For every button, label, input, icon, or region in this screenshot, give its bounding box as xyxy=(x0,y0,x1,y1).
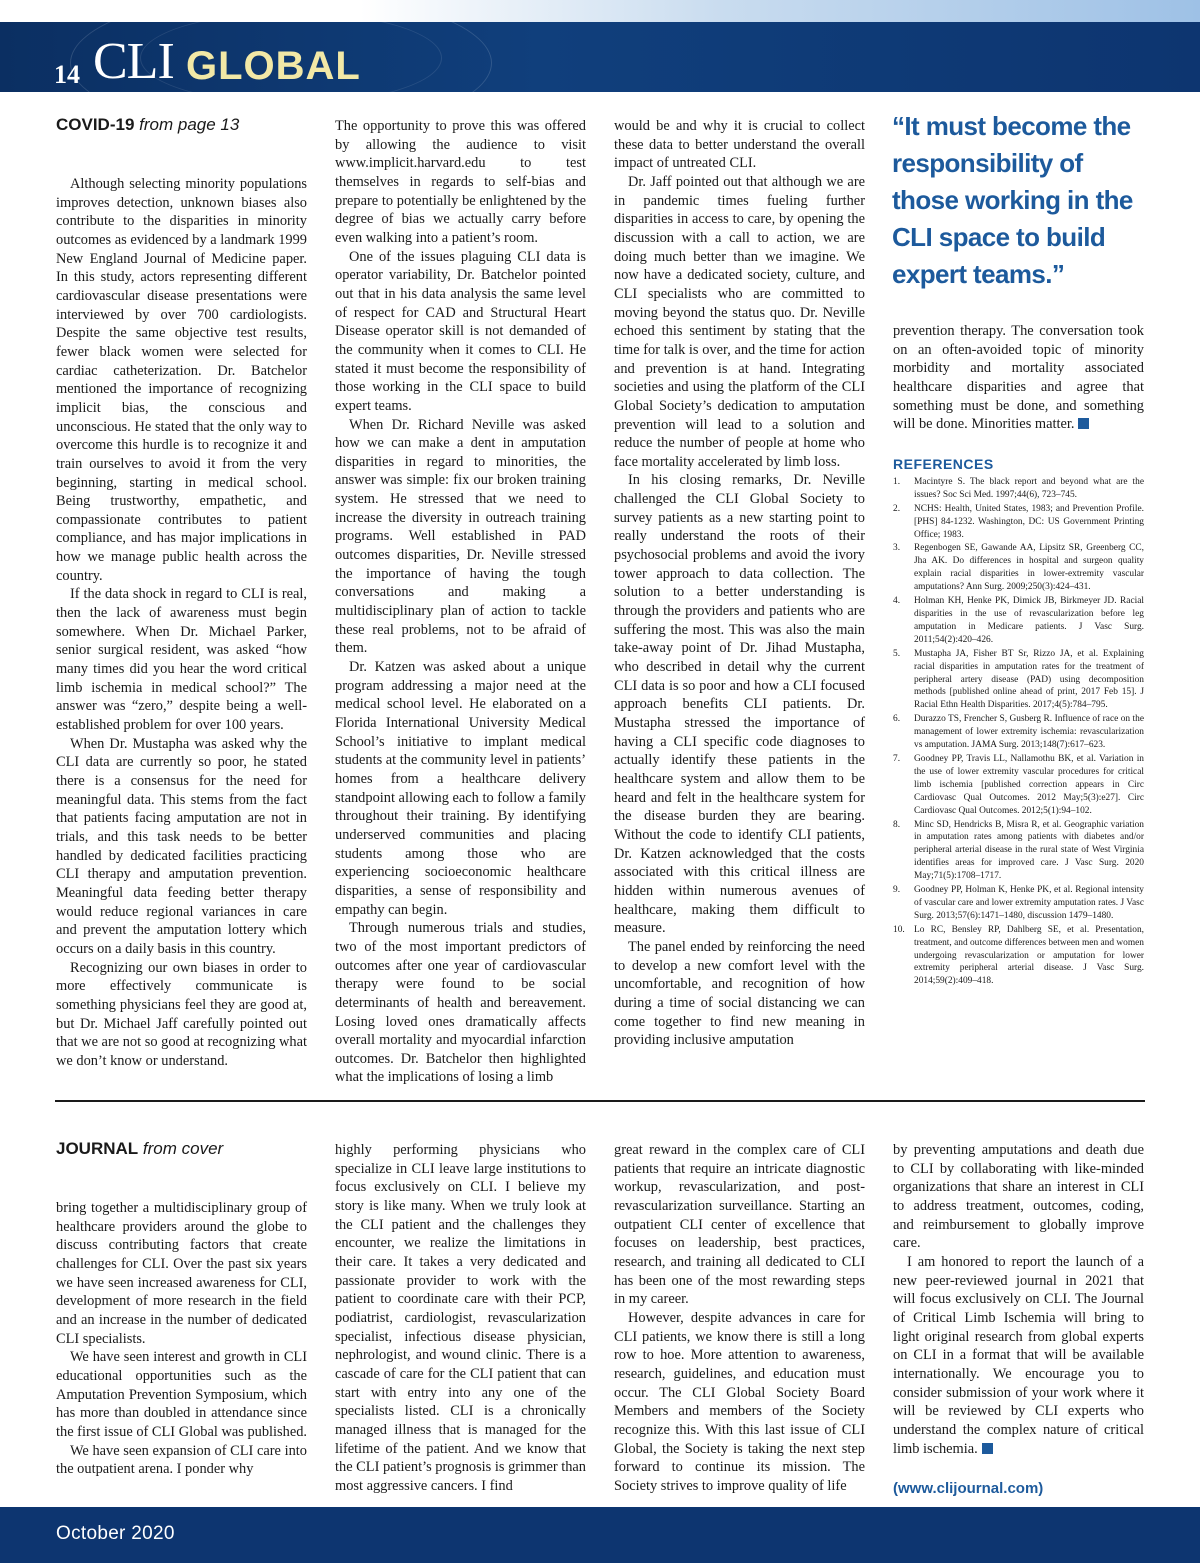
paragraph: Dr. Katzen was asked about a unique program addressing a major need at the medical school level. He elaborated on a Florida International University Medical School’s initiative to implant medical students at the community level in patients’ homes from a healthcare delivery standpoint allowing each to follow a family throughout their training. By identifying underserved communities and placing students among those who are experiencing socioeconomic healthcare disparities, a sense of responsibility and empathy can begin. xyxy=(335,659,586,918)
covid-column-2 xyxy=(335,117,586,1087)
jump-title: COVID-19 xyxy=(56,115,135,134)
paragraph: Dr. Jaff pointed out that although we are in pandemic times fueling further disparities in access to care, by opening the discussion with a call to action, we are doing much better than we imagine. We now have a dedicated society, culture, and CLI specialists who are committed to moving beyond the status quo. Dr. Neville echoed this sentiment by stating that the time for talk is over, and the time for action and prevention is at hand. Integrating societies and using the platform of the CLI Global Society’s dedication to amputation prevention will lead to a solution and reduce the number of people at home who face mortality accelerated by limb loss. xyxy=(614,173,865,470)
reference-number: 10. xyxy=(893,924,905,935)
brand-logo-cli: CLI xyxy=(93,33,174,90)
end-mark-icon xyxy=(1078,418,1089,429)
paragraph: Recognizing our own biases in order to more effectively communicate is something physicians feel they are good at, but Dr. Michael Jaff carefully pointed out that we are not so good at recognizing what we don’t know or understand. xyxy=(56,959,307,1069)
journal-column-3 xyxy=(614,1141,865,1495)
paragraph: We have seen interest and growth in CLI educational opportunities such as the Amputation Prevention Symposium, which has more than doubled in attendance since the first issue of CLI Global was published. xyxy=(56,1349,307,1440)
reference-item xyxy=(893,713,1144,752)
reference-item xyxy=(893,924,1144,989)
reference-text: Mustapha JA, Fisher BT Sr, Rizzo JA, et al. Explaining racial disparities in amputation rates for the treatment of peripheral artery disease (PAD) using decomposition methods [published online ahead of print, 2017 Feb 15]. J Racial Ethn Health Disparities. 2017;4(5):784–795. xyxy=(914,648,1144,711)
reference-item xyxy=(893,884,1144,923)
journal-jump-heading xyxy=(56,1139,307,1159)
covid-column-1 xyxy=(56,115,307,1071)
journal-column-1 xyxy=(56,1139,307,1479)
journal-column-2 xyxy=(335,1141,586,1495)
paragraph: If the data shock in regard to CLI is real, then the lack of awareness must begin somewhere. When Dr. Michael Parker, senior surgical resident, was asked “how many times did you hear the word critical limb ischemia in medical school?” The answer was “zero,” despite being a well-established problem for over 100 years. xyxy=(56,586,307,734)
reference-number: 5. xyxy=(893,648,901,659)
paragraph: When Dr. Richard Neville was asked how we can make a dent in amputation disparities in regard to minorities, the answer was simple: fix our broken training system. He stressed that we need to increase the diversity in outreach training programs. Well established in PAD outcomes disparities, Dr. Neville stressed the importance of having the tough conversations and making a multidisciplinary plan of action to tackle these real problems, not to be afraid of them. xyxy=(335,416,586,657)
reference-item xyxy=(893,595,1144,647)
covid-jump-heading xyxy=(56,115,307,135)
reference-number: 8. xyxy=(893,819,901,830)
paragraph: However, despite advances in care for CLI patients, we know there is still a long row to hoe. More attention to awareness, research, guidelines, and education must occur. The CLI Global Society Board Members and members of the Society recognize this. With this last issue of CLI Global, the Society is taking the next step forward to continue its mission. The Society strives to improve quality of life xyxy=(614,1309,865,1494)
covid-column-3 xyxy=(614,117,865,1050)
paragraph: highly performing physicians who specialize in CLI leave large institutions to focus exclusively on CLI. I believe my story is like many. When we truly look at the CLI patient and the challenges they encounter, we realize the limitations in their care. It takes a very dedicated and passionate provider to work with the patient to coordinate care with their PCP, podiatrist, cardiologist, revascularization specialist, infectious disease physician, nephrologist, and wound clinic. There is a cascade of care for the CLI patient that can start with entry into any one of the specialists listed. CLI is a chronically managed illness that is managed for the lifetime of the patient. And we know that the CLI patient’s prognosis is grimmer than most aggressive cancers. I find xyxy=(335,1142,586,1494)
covid-column-4 xyxy=(893,322,1144,989)
reference-item xyxy=(893,503,1144,542)
paragraph-text: I am honored to report the launch of a new peer-reviewed journal in 2021 that will focus exclusively on CLI. The Journal of Critical Limb Ischemia will bring to light original research from global experts on CLI in a format that will be available internationally. We encourage you to consider submission of your work where it will be reviewed by CLI experts who understand the complex nature of critical limb ischemia. xyxy=(893,1253,1144,1457)
reference-text: Durazzo TS, Frencher S, Gusberg R. Influence of race on the management of lower extremity ischemia: revascularization vs amputation. JAMA Surg. 2013;148(7):617–623. xyxy=(914,714,1144,751)
header-top-strip xyxy=(0,0,1200,22)
reference-number: 3. xyxy=(893,543,901,554)
paragraph: great reward in the complex care of CLI patients that require an intricate diagnostic workup, revascularization, and post-revascularization surveillance. Starting an outpatient CLI center of excellence that focuses on leadership, best practices, research, and training all dedicated to CLI has been one of the most rewarding steps in my career. xyxy=(614,1142,865,1308)
end-mark-icon xyxy=(982,1443,993,1454)
reference-number: 9. xyxy=(893,885,901,896)
jump-sub: from page 13 xyxy=(139,115,240,134)
paragraph: When Dr. Mustapha was asked why the CLI data are currently so poor, he stated there is a consensus for the need for meaningful data. This stems from the fact that patients facing amputation are not in trials, and this task needs to be better handled by dedicated facilities practicing CLI therapy and amputation prevention. Meaningful data feeding better therapy would reduce regional variances in care and prevent the amputation lottery which occurs on a daily basis in this country. xyxy=(56,735,307,957)
reference-text: Macintyre S. The black report and beyond what are the issues? Soc Sci Med. 1997;44(6), 723–745. xyxy=(914,476,1144,500)
paragraph: The panel ended by reinforcing the need to develop a new comfort level with the uncomfortable, and recognition of how during a time of social distancing we can come together to find new meaning in providing inclusive amputation xyxy=(614,938,865,1049)
reference-text: Goodney PP, Travis LL, Nallamothu BK, et al. Variation in the use of lower extremity vascular procedures for critical limb ischemia [published correction appears in Circ Cardiovasc Qual Outcomes. 2012 May;5(3):e27]. Circ Cardiovasc Qual Outcomes. 2012;5(1):94–102. xyxy=(914,753,1144,816)
reference-number: 6. xyxy=(893,714,901,725)
reference-text: Holman KH, Henke PK, Dimick JB, Birkmeyer JD. Racial disparities in the use of revascularization before leg amputation in Medicare patients. J Vasc Surg. 2011;54(2):420–426. xyxy=(914,596,1144,645)
reference-text: Lo RC, Bensley RP, Dahlberg SE, et al. Presentation, treatment, and outcome differences between men and women undergoing revascularization or amputation for lower extremity peripheral arterial disease. J Vasc Surg. 2014;59(2):409–418. xyxy=(914,924,1144,987)
paragraph-text: prevention therapy. The conversation took on an often-avoided topic of minority morbidity and mortality associated healthcare disparities and agree that something must be done, and something will be done. Minorities matter. xyxy=(893,323,1144,433)
reference-item xyxy=(893,819,1144,884)
paragraph: Although selecting minority populations improves detection, unknown biases also contribute to the disparities in minority outcomes as evidenced by a landmark 1999 New England Journal of Medicine paper. In this study, actors representing different cardiovascular disease presentations were interviewed by over 700 cardiologists. Despite the same objective test results, fewer black women were selected for cardiac catheterization. Dr. Batchelor mentioned the importance of recognizing implicit bias, the conscious and unconscious. He stated that the only way to overcome this hurdle is to recognize it and train ourselves to avoid it from the very beginning, starting in medical school. Being trustworthy, empathetic, and compassionate contributes to patient compliance, and has major implications in how we manage public health across the country. xyxy=(56,176,307,584)
page-number: 14 xyxy=(54,60,80,89)
paragraph: In his closing remarks, Dr. Neville challenged the CLI Global Society to survey patients as a new starting point to really understand the roots of their psychosocial problems and avoid the ivory tower approach to data collection. The solution to a better understanding is through the providers and patients who are suffering the most. This was also the main take-away point of Dr. Jihad Mustapha, who described in detail why the current CLI data is so poor and how a CLI focused approach benefits CLI patients. Dr. Mustapha stressed the importance of having a CLI specific code diagnoses to actually identify these patients in the healthcare system and allow them to be heard and felt in the healthcare system for the disease burden they are bearing. Without the code to identify CLI patients, Dr. Katzen acknowledged that the costs associated with this critical illness are hidden within numerous avenues of healthcare, making them difficult to measure. xyxy=(614,472,865,937)
reference-number: 1. xyxy=(893,476,901,487)
paragraph-end xyxy=(893,322,1144,434)
paragraph: bring together a multidisciplinary group of healthcare providers around the globe to discuss contributing factors that create challenges for CLI. Over the past six years we have seen increased awareness for CLI, development of more research in the field and an increase in the number of dedicated CLI specialists. xyxy=(56,1200,307,1347)
jump-sub: from cover xyxy=(142,1139,224,1158)
journal-column-4 xyxy=(893,1141,1144,1498)
paragraph: We have seen expansion of CLI care into the outpatient arena. I ponder why xyxy=(56,1442,307,1478)
reference-number: 2. xyxy=(893,503,901,514)
paragraph: by preventing amputations and death due to CLI by collaborating with like-minded organizations that share an interest in CLI to address treatment, outcomes, coding, and reimbursement to globally improve care. xyxy=(893,1142,1144,1252)
reference-item xyxy=(893,542,1144,594)
reference-text: NCHS: Health, United States, 1983; and Prevention Profile. [PHS] 84-1232. Washington, DC: US Government Printing Office; 1983. xyxy=(914,503,1144,540)
reference-text: Goodney PP, Holman K, Henke PK, et al. Regional intensity of vascular care and lower extremity amputation rates. J Vasc Surg. 2013;57(6):1471–1480, discussion 1479–1480. xyxy=(914,885,1144,921)
footer-bar xyxy=(0,1507,1200,1563)
issue-date: October 2020 xyxy=(56,1523,175,1544)
header-bar xyxy=(0,22,1200,92)
reference-item xyxy=(893,648,1144,713)
reference-number: 4. xyxy=(893,596,901,607)
reference-text: Regenbogen SE, Gawande AA, Lipsitz SR, Greenberg CC, Jha AK. Do differences in hospital and surgeon quality explain racial disparities in lower-extremity vascular amputations? Ann Surg. 2009;250(3):424–431. xyxy=(914,543,1144,593)
pull-quote: “It must become the responsibility of those working in the CLI space to build expert teams.” xyxy=(892,111,1133,289)
reference-item xyxy=(893,476,1144,502)
paragraph: Through numerous trials and studies, two of the most important predictors of outcomes after one year of cardiovascular therapy were found to be social determinants of health and bereavement. Losing loved ones dramatically affects overall mortality and myocardial infarction outcomes. Dr. Batchelor then highlighted what the implications of losing a limb xyxy=(335,920,586,1086)
paragraph: The opportunity to prove this was offered by allowing the audience to visit www.implicit.harvard.edu to test themselves in regards to self-bias and prepare to potentially be enlightened by the degree of bias we actually carry before even walking into a patient’s room. xyxy=(335,118,586,246)
paragraph-end xyxy=(893,1253,1144,1458)
jump-title: JOURNAL xyxy=(56,1139,139,1158)
references-list xyxy=(893,476,1144,988)
reference-text: Minc SD, Hendricks B, Misra R, et al. Geographic variation in amputation rates among patients with diabetes and/or peripheral arterial disease in the rural state of West Virginia identifies areas for improved care. J Vasc Surg. 2020 May;71(5):1708–1717. xyxy=(914,819,1144,882)
paragraph: One of the issues plaguing CLI data is operator variability, Dr. Batchelor pointed out that in his data analysis the same level of respect for CAD and Structural Heart Disease operator skill is not demanded of the community when it comes to CLI. He stated it must become the responsibility of those working in the CLI space to build expert teams. xyxy=(335,248,586,414)
reference-number: 7. xyxy=(893,753,901,764)
section-divider xyxy=(55,1100,1145,1102)
brand-logo-global: GLOBAL xyxy=(186,44,361,88)
references-heading: REFERENCES xyxy=(893,455,994,472)
journal-url-link[interactable]: (www.clijournal.com) xyxy=(893,1480,1044,1498)
paragraph: would be and why it is crucial to collect these data to better understand the overall impact of untreated CLI. xyxy=(614,118,865,172)
reference-item xyxy=(893,753,1144,818)
